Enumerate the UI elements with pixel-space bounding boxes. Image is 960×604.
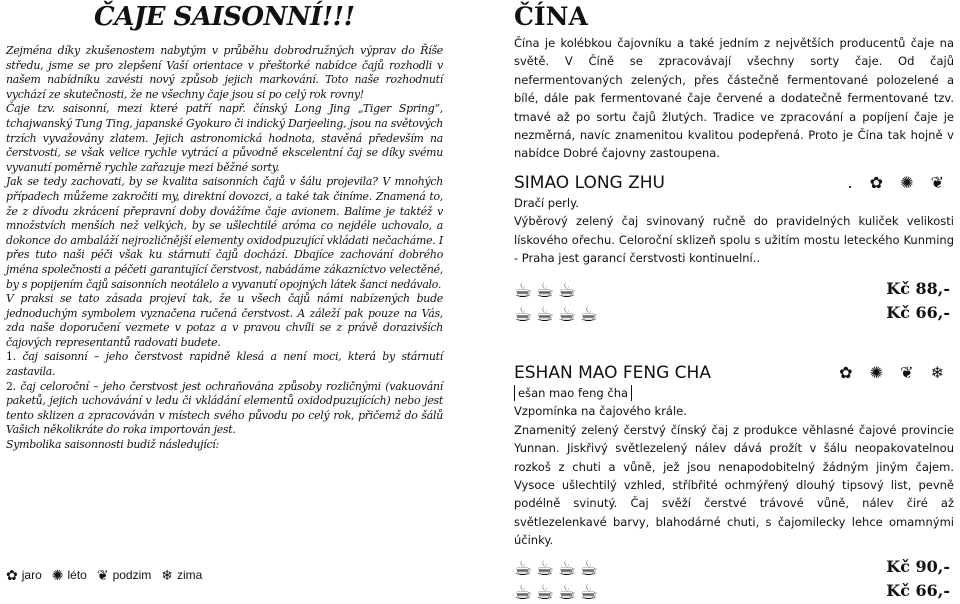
season-symbols-icon: ✿ ✺ ❦ ❄ [839,363,950,382]
product-subtitle: Vzpomínka na čajového krále. [514,404,687,419]
page-title: ČAJE SAISONNÍ!!! [94,2,355,32]
product-tag-line [514,384,954,402]
teacup-icon: ☕☕☕☕ [514,579,602,604]
price-row [514,556,954,580]
product-header [514,362,954,384]
price: Kč 88,- [886,279,950,299]
list-item [6,380,443,438]
season-symbols-icon: . ✿ ✺ ❦ [847,173,950,192]
legend-label-autumn: podzim [112,568,152,582]
list-text: čaj saisonní – jeho čerstvost rapidně klesá a není moci, která by stárnutí zastavila. [6,350,444,379]
product-name: SIMAO LONG ZHU [514,173,665,193]
season-legend [6,566,208,584]
list-text: čaj celoroční – jeho čerstvost jest ochraňována způsoby rozličnými (vakuování paketů, jejich uchovávání v ledu či vkládání elementů oxidodpuzujících) nebo jest tento sklizen a zpracováván v místech svého původu po celý rok, přičemž do šálů Vašich několikráte do roka importován jest. [6,379,443,437]
price: Kč 66,- [886,581,950,601]
teacup-icon: ☕☕☕☕ [514,301,602,326]
right-column [514,0,954,604]
price-row [514,278,954,302]
summer-sun-icon: ✺ [51,567,64,583]
price-row [514,580,954,604]
product-description: Znamenitý zelený čerstvý čínský čaj z produkce věhlasné čajové provincie Yunnan. Jiskřivý světlezelený nálev dává prožít v šálu neopakovatelnou rozkoš z chuti a vůně, jež jsou nenapodobitelný žádným jiným čajem. Vysoce ušlechtilý vzhled, stříbřité ochmýřený dlouhý tipsový list, pevně podélně svinutý. Čaj svěží čerstvé trávové vůně, nálev čiré až světlezelenkavé barvy, blahodárné chuti, s čajomilecky lehce omamnými účinky. [514,422,954,548]
legend-label-winter: zima [177,568,203,582]
intro-paragraph: Zejména díky zkušenostem nabytým v průběhu dobrodružných výprav do Říše středu, jsme se pro zlepšení Vaší orientace v přeštorké nabídce čajů rozhodli v našem nabídníku zavésti nový způsob jejich markování. Toto naše rozhodnutí vychází ze skutečnosti, že ne všechny čaje jsou si po celý rok rovny! [6,44,443,101]
product-description: Výběrový zelený čaj svinovaný ručně do pravidelných kuliček velikosti lískového ořechu. Celoroční sklizeň spolu s užitím mostu leteckého Kunming - Praha jest garancí čerstvosti kontinuelní.. [514,214,954,266]
region-title: ČÍNA [514,2,588,31]
quality-paragraph: Jak se tedy zachovati, by se kvalita saisonních čajů v šálu projevila? V mnohých případech můžeme zakročiti my, direktní dovozci, a také tak činíme. Znamená to, že z dívodu zkrácení přepravní doby dovážíme čaje avionem. Balíme je taktéž v množstvích menších než velkých, by se ušlechtilé aróma co nejdéle uchovalo, a dokonce do ambaláží nejrozličnější elementy oxidodpuzující vkládati nečacháme. I přes tuto naši péči však ku stárnutí čajů dochází. Dbajíce zachování dobrého jména společnosti a péčeti garantující čerstvost, nabádáme zákazníctvo velectěné, by s popijením čajů saisonních neotálelo a vyvanutí opojných látek šanci nedávalo. [6,175,443,291]
left-column [6,0,443,587]
region-intro: Čína je kolébkou čajovníku a také jedním z největších producentů čaje na světě. V Číně se zpracovávají všechny sorty čaje. Od čajů nefermentovaných zelených, přes částečně fermentované polozelené a bílé, dále pak fermentované čaje červené a dodatečně fermentované tzv. tmavé až po sortu čajů žlutých. Tradice ve zpracování a popíjení čaje je nezměrná, navíc znamenitou kvalitou podepřená. Proto je Čína tak hojně v nabídce Dobré čajovny zastoupena. [514,36,954,161]
legend-label-summer: léto [67,568,87,582]
symbolika-caption: Symbolika saisonnosti budiž následující: [6,438,219,452]
list-number: 1. [6,350,16,364]
price: Kč 66,- [886,303,950,323]
practice-paragraph: V praksi se tato zásada projeví tak, že u všech čajů námi nabízených bude jednoduchým symbolem vyznačena ručená čerstvost. A záleží pak pouze na Vás, zda naše doporučení vezmete v potaz a v pravou chvíli se z právě dorazivších čajových representantů radovati budete. [6,292,443,349]
product-subtitle: Dračí perly. [514,196,579,210]
legend-label-spring: jaro [21,568,42,582]
pronunciation-tag: ešan mao feng čha [514,385,632,401]
product-header [514,172,954,194]
winter-snowflake-icon: ❄ [161,567,173,583]
list-number: 2. [6,379,16,393]
teacup-icon: ☕☕☕ [514,277,580,302]
list-item [6,350,443,379]
price: Kč 90,- [886,557,950,577]
product-simao-long-zhu [514,172,954,326]
saisonal-paragraph: Čaje tzv. saisonní, mezi které patří např. čínský Long Jing „Tiger Spring“, tchajwanský Tung Ting, japanské Gyokuro či indický Darjeeling, jsou na světových trzích vyvažovány zlatem. Jejich astronomická hodnota, stavěná především na čerstvosti, se však velice rychle vytrácí a původně ekscelentní čaj se díky svému vyvanutí poměrně rychle zařazuje mezi běžné sorty. [6,102,443,174]
autumn-leaf-icon: ❦ [96,567,109,583]
product-eshan-mao-feng-cha [514,362,954,604]
teacup-icon: ☕☕☕☕ [514,555,602,580]
spring-flower-icon: ✿ [6,567,18,583]
price-row [514,302,954,326]
product-name: ESHAN MAO FENG CHA [514,363,711,383]
